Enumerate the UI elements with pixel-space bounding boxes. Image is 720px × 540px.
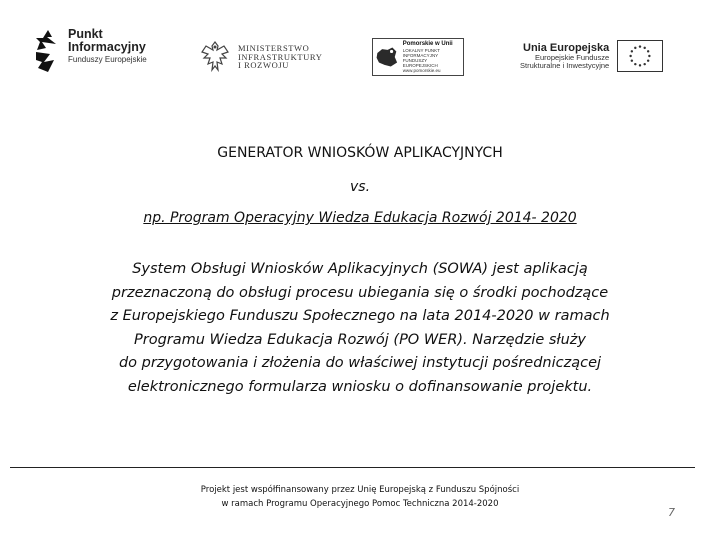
versus-label: vs. xyxy=(349,179,371,195)
punkt-line2: Informacyjny xyxy=(68,40,146,55)
region-map-icon xyxy=(375,42,399,72)
ministry-logo xyxy=(200,37,360,77)
program-name: np. Program Operacyjny Wiedza Edukacja Rozwój 2014- 2020 xyxy=(143,210,577,226)
eu-logo xyxy=(520,36,695,76)
logo-bar xyxy=(0,0,720,110)
eu-flag-icon xyxy=(617,40,663,72)
slide-title: GENERATOR WNIOSKÓW APLIKACYJNYCH xyxy=(217,145,503,161)
eu-line2: Europejskie Fundusze xyxy=(535,52,610,62)
pomorskie-title: Pomorskie w Unii xyxy=(402,40,453,47)
eu-line1: Unia Europejska xyxy=(523,41,610,54)
ministry-line1: MINISTERSTWO xyxy=(238,42,310,53)
footer-divider xyxy=(10,467,695,468)
footer-note: Projekt jest współfinansowany przez Unię Europejską z Funduszu Spójności w ramach Programu Operacyjnego Pomoc Techniczna 2014-2020 xyxy=(200,485,520,509)
ministry-line3: I ROZWOJU xyxy=(238,60,289,71)
pomorskie-logo xyxy=(372,38,464,76)
punkt-informacyjny-mark-icon xyxy=(34,28,62,74)
punkt-informacyjny-logo xyxy=(34,28,164,80)
punkt-line3: Funduszy Europejskie xyxy=(68,55,147,65)
ministry-line2: INFRASTRUKTURY xyxy=(238,51,323,62)
eu-line3: Strukturalne i Inwestycyjne xyxy=(520,61,610,71)
pomorskie-line4: www.pomorskie.eu xyxy=(402,68,441,74)
page-number: 7 xyxy=(668,506,675,519)
eagle-emblem-icon xyxy=(200,40,230,74)
pomorskie-line3: FUNDUSZY EUROPEJSKICH xyxy=(402,57,438,69)
description-paragraph: System Obsługi Wniosków Aplikacyjnych (SOWA) jest aplikacją przeznaczoną do obsługi procesu ubiegania się o środki pochodzące z Europejskiego Funduszu Społecznego na lata 2014-2020 w ramach Programu Wiedza Edukacja Rozwój (PO WER). Narzędzie służy do przygotowania i złożenia do właściwej instytucji pośredniczącej elektronicznego formularza wniosku o dofinansowanie projektu. xyxy=(110,261,610,395)
punkt-line1: Punkt xyxy=(68,27,103,41)
pomorskie-line2: LOKALNY PUNKT INFORMACYJNY xyxy=(402,47,440,58)
